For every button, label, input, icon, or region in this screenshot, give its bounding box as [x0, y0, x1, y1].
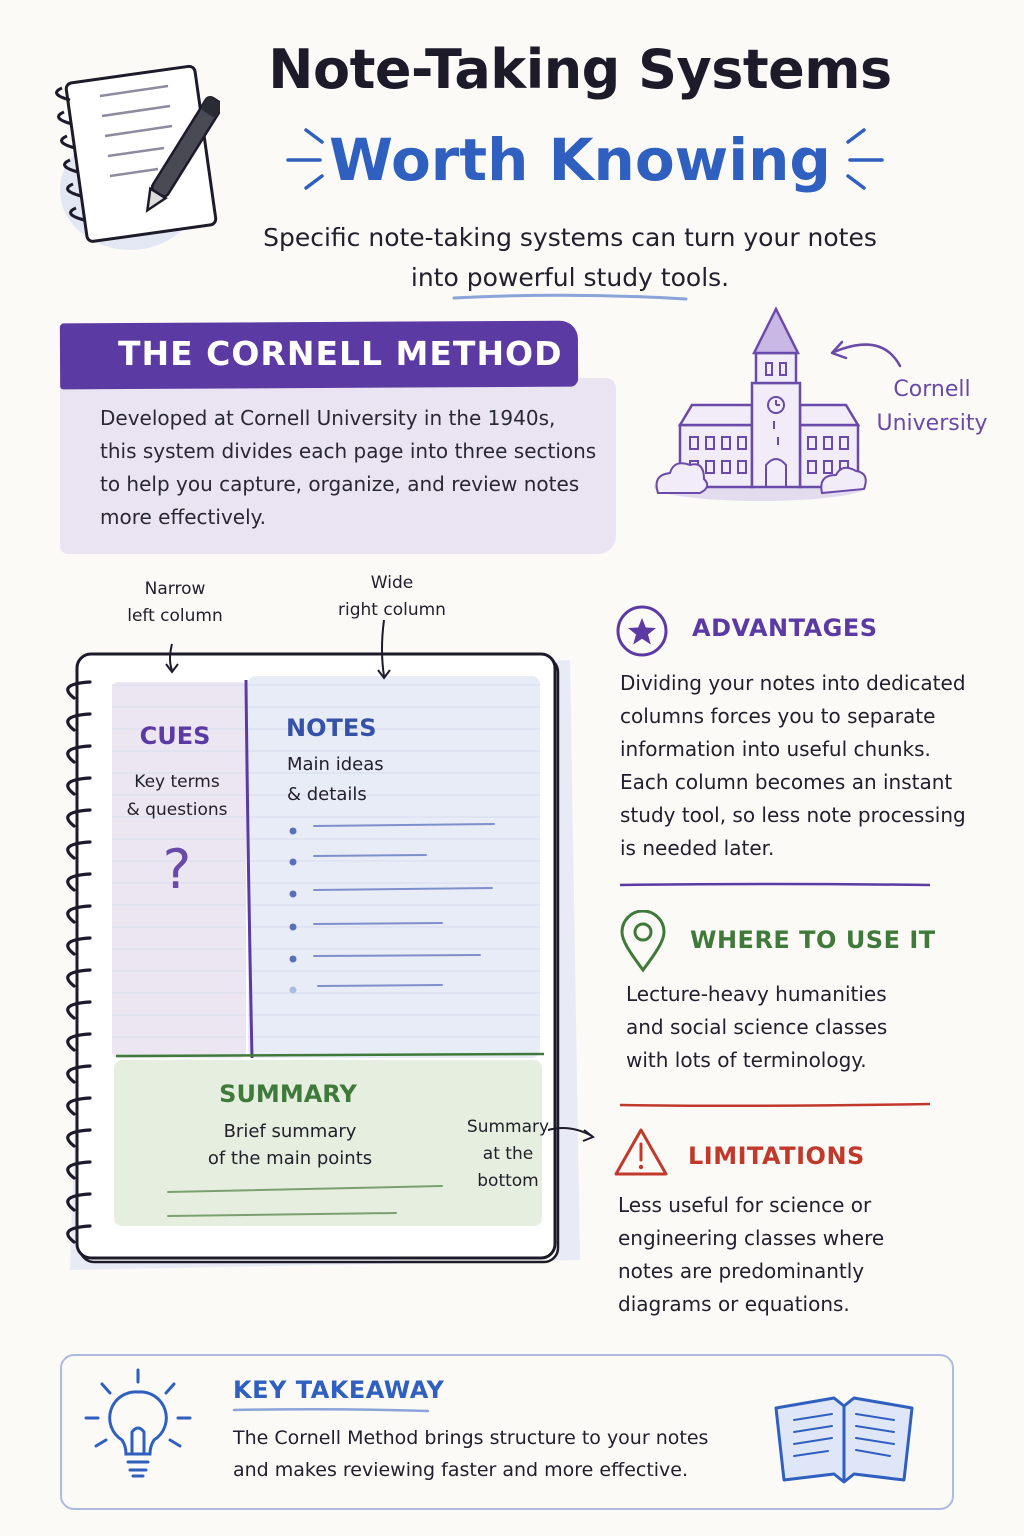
title-sparkle-right-icon [838, 124, 888, 194]
right-column-annotation [322, 570, 462, 624]
subtitle [200, 218, 940, 298]
where-text [626, 978, 1006, 1077]
advantages-title: ADVANTAGES [692, 614, 878, 642]
summary-annot-line1: Summary [466, 1117, 550, 1137]
where-line: Lecture-heavy humanities [626, 982, 887, 1006]
summary-sub-line1: Brief summary [223, 1121, 357, 1142]
limitations-line: notes are predominantly [618, 1259, 865, 1283]
star-icon [614, 603, 670, 659]
limitations-line: Less useful for science or [618, 1193, 872, 1217]
question-mark-icon: ? [162, 838, 192, 901]
where-line: with lots of terminology. [626, 1048, 867, 1072]
summary-annot-line2: at the [482, 1144, 534, 1164]
summary-subtitle [150, 1118, 430, 1172]
intro-line: this system divides each page into three sections [100, 439, 597, 463]
limitations-line: engineering classes where [618, 1226, 885, 1250]
location-pin-icon [618, 910, 668, 974]
title-line1: Note-Taking Systems [268, 38, 892, 101]
summary-annot-line3: bottom [477, 1171, 539, 1191]
cues-sub-line2: & questions [126, 800, 228, 820]
lightbulb-icon [78, 1366, 198, 1486]
left-annot-line1: Narrow [144, 579, 206, 599]
warning-icon [612, 1126, 670, 1180]
university-label [872, 373, 992, 441]
left-annot-line2: left column [127, 606, 223, 626]
subtitle-underline [450, 290, 690, 304]
cornell-banner-title: THE CORNELL METHOD [118, 334, 563, 373]
university-label-line1: Cornell [893, 377, 971, 402]
subtitle-line1: Specific note-taking systems can turn your notes [263, 223, 877, 252]
advantages-line: is needed later. [620, 836, 775, 860]
takeaway-line2: and makes reviewing faster and more effective. [233, 1459, 689, 1481]
intro-line: more effectively. [100, 505, 266, 529]
cues-title: CUES [139, 722, 211, 750]
summary-title: SUMMARY [219, 1080, 357, 1108]
advantages-line: information into useful chunks. [620, 737, 931, 761]
divider [618, 880, 932, 890]
title-line2: Worth Knowing [329, 126, 831, 194]
cues-sub-line1: Key terms [134, 772, 220, 792]
right-annot-line2: right column [338, 600, 446, 620]
cornell-intro [100, 402, 600, 534]
takeaway-text [233, 1422, 753, 1486]
advantages-line: Each column becomes an instant [620, 770, 953, 794]
advantages-line: study tool, so less note processing [620, 803, 966, 827]
limitations-title: LIMITATIONS [688, 1142, 865, 1170]
intro-line: to help you capture, organize, and review notes [100, 472, 580, 496]
summary-annotation [458, 1114, 558, 1195]
right-annot-line1: Wide [370, 573, 414, 593]
limitations-line: diagrams or equations. [618, 1292, 850, 1316]
takeaway-title: KEY TAKEAWAY [233, 1376, 445, 1404]
limitations-text [618, 1189, 998, 1321]
summary-sub-line2: of the main points [207, 1148, 373, 1169]
notes-sub-line1: Main ideas [287, 754, 384, 775]
summary-arrow-icon [546, 1120, 598, 1146]
advantages-line: Dividing your notes into dedicated [620, 671, 966, 695]
subtitle-line2: into powerful study tools. [410, 263, 730, 292]
where-title: WHERE TO USE IT [690, 926, 936, 954]
notes-title: NOTES [286, 714, 377, 742]
divider [618, 1100, 932, 1110]
takeaway-line1: The Cornell Method brings structure to your notes [233, 1427, 709, 1449]
advantages-line: columns forces you to separate [620, 704, 936, 728]
notes-sub-line2: & details [287, 784, 367, 805]
cues-subtitle [112, 768, 242, 824]
intro-line: Developed at Cornell University in the 1940s, [100, 406, 556, 430]
notes-subtitle [287, 750, 384, 810]
advantages-text [620, 667, 1010, 865]
takeaway-underline [232, 1406, 432, 1414]
university-label-line2: University [876, 411, 988, 436]
open-book-icon [764, 1384, 924, 1494]
where-line: and social science classes [626, 1015, 888, 1039]
